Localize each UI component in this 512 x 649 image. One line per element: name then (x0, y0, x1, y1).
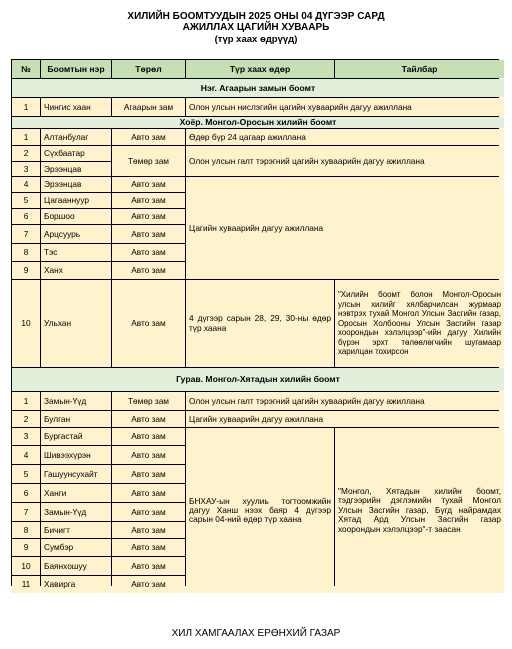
cell-type: Агаарын зам (112, 98, 185, 116)
cell-no: 9 (12, 262, 40, 279)
cell-note: Цагийн хуваарийн дагуу ажиллана (186, 177, 504, 279)
cell-type: Авто зам (112, 209, 185, 224)
cell-type: Авто зам (112, 522, 185, 538)
cell-no: 8 (12, 522, 40, 538)
cell-type: Авто зам (112, 177, 185, 192)
cell-no: 10 (12, 280, 40, 367)
cell-no: 7 (12, 503, 40, 521)
cell-type: Авто зам (112, 129, 185, 145)
cell-no: 5 (12, 193, 40, 208)
cell-no: 1 (12, 392, 40, 410)
cell-type: Авто зам (112, 446, 185, 464)
cell-type: Авто зам (112, 576, 185, 593)
section-russia: Хоёр. Монгол-Оросын хилийн боомт (12, 117, 504, 128)
cell-no: 4 (12, 446, 40, 464)
cell-note: Олон улсын галт тэрэгний цагийн хуваарийн дагуу ажиллана (186, 146, 504, 176)
cell-name: Бичигт (41, 522, 111, 538)
cell-no: 2 (12, 146, 40, 161)
cell-name: Баянхошуу (41, 557, 111, 575)
header-type: Төрөл (112, 60, 185, 78)
footer-organization: ХИЛ ХАМГААЛАХ ЕРӨНХИЙ ГАЗАР (171, 628, 341, 639)
cell-name: Чингис хаан (41, 98, 111, 116)
cell-name: Боршоо (41, 209, 111, 224)
header-no: № (12, 60, 40, 78)
cell-note: Цагийн хуваарийн дагуу ажиллана (186, 411, 504, 427)
cell-name: Сумбэр (41, 539, 111, 556)
header-name: Боомтын нэр (41, 60, 111, 78)
cell-name: Замын-Үүд (41, 503, 111, 521)
cell-no: 6 (12, 209, 40, 224)
cell-name: Гашуунсухайт (41, 465, 111, 483)
cell-type: Төмөр зам (112, 146, 185, 176)
cell-note: Олон улсын нислэгийн цагийн хуваарийн дагуу ажиллана (186, 98, 504, 116)
cell-name: Арцсуурь (41, 225, 111, 243)
cell-name: Сүхбаатар (41, 146, 111, 161)
cell-no: 9 (12, 539, 40, 556)
cell-no: 1 (12, 129, 40, 145)
section-china: Гурав. Монгол-Хятадын хилийн боомт (12, 368, 504, 391)
cell-no: 11 (12, 576, 40, 593)
cell-closing: 4 дүгээр сарын 28, 29, 30-ны өдөр түр хаана (186, 280, 334, 367)
title-line-2: АЖИЛЛАХ ЦАГИЙН ХУВААРЬ (182, 22, 330, 33)
cell-no: 3 (12, 428, 40, 445)
schedule-table (11, 59, 501, 589)
cell-type: Авто зам (112, 280, 185, 367)
cell-note: Өдөр бүр 24 цагаар ажиллана (186, 129, 504, 145)
cell-no: 8 (12, 244, 40, 261)
cell-name: Шивээхүрэн (41, 446, 111, 464)
header-closing: Түр хаах өдөр (186, 60, 334, 78)
cell-name: Ханх (41, 262, 111, 279)
section-air: Нэг. Агаарын замын боомт (12, 79, 504, 97)
header-note: Тайлбар (335, 60, 504, 78)
cell-name: Тэс (41, 244, 111, 261)
cell-type: Авто зам (112, 193, 185, 208)
cell-no: 6 (12, 484, 40, 502)
cell-type: Авто зам (112, 225, 185, 243)
cell-name: Бургастай (41, 428, 111, 445)
cell-name: Алтанбулаг (41, 129, 111, 145)
cell-no: 3 (12, 162, 40, 176)
cell-type: Авто зам (112, 262, 185, 279)
cell-name: Эрээнцав (41, 177, 111, 192)
cell-type: Төмөр зам (112, 392, 185, 410)
cell-type: Авто зам (112, 539, 185, 556)
title-line-1: ХИЛИЙН БООМТУУДЫН 2025 ОНЫ 04 ДҮГЭЭР САРД (127, 11, 385, 22)
title-line-3: (түр хаах өдрүүд) (214, 34, 298, 45)
cell-no: 7 (12, 225, 40, 243)
cell-name: Булган (41, 411, 111, 427)
cell-note: "Хилийн боомт болон Монгол-Оросын улсын хилийг хялбарчилсан журмаар нэвтрэх тухай Монгол Улсын Засгийн газар, Оросын Холбооны Улсын Засгийн газар хоорондын хэлэлцээр"-ийн дагуу Хилийн бүрэн эрхт төлөөлөгчийн шугамаар харилцан тохирсон (335, 280, 504, 367)
cell-note: Олон улсын галт тэрэгний цагийн хуваарийн дагуу ажиллана (186, 392, 504, 410)
cell-type: Авто зам (112, 465, 185, 483)
cell-type: Авто зам (112, 428, 185, 445)
cell-type: Авто зам (112, 411, 185, 427)
cell-closing: БНХАУ-ын хуулиь тогтоомжийн дагуу Ханш нээх баяр 4 дүгээр сарын 04-ний өдөр түр хаана (186, 428, 334, 593)
cell-note: "Монгол, Хятадын хилийн боомт, тэдгээрийн дэглэмийн тухай Монгол Улсын Засгийн газар, Бүгд найрамдах Хятад Ард Улсын Засгийн газар хоорондын хэлэлцээр"-т заасан (335, 428, 504, 593)
cell-type: Авто зам (112, 244, 185, 261)
cell-name: Эрээнцав (41, 162, 111, 176)
cell-name: Ханги (41, 484, 111, 502)
cell-no: 4 (12, 177, 40, 192)
cell-no: 10 (12, 557, 40, 575)
cell-name: Цагааннуур (41, 193, 111, 208)
cell-no: 5 (12, 465, 40, 483)
cell-no: 1 (12, 98, 40, 116)
cell-name: Хавирга (41, 576, 111, 593)
cell-type: Авто зам (112, 503, 185, 521)
cell-type: Авто зам (112, 484, 185, 502)
cell-type: Авто зам (112, 557, 185, 575)
cell-name: Замын-Үүд (41, 392, 111, 410)
cell-no: 2 (12, 411, 40, 427)
cell-name: Ульхан (41, 280, 111, 367)
